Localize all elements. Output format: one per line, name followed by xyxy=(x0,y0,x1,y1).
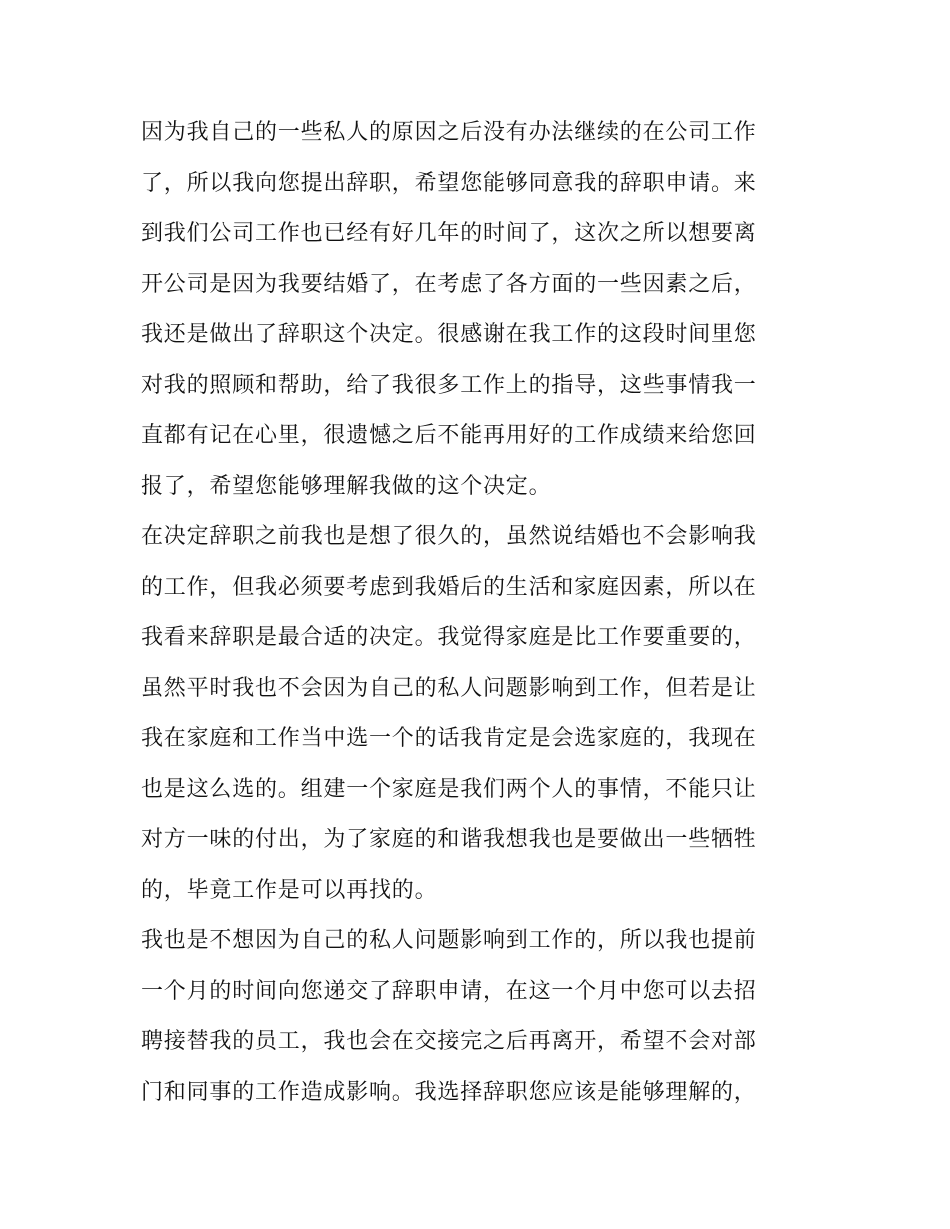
text-line: 对我的照顾和帮助，给了我很多工作上的指导，这些事情我一 xyxy=(141,372,757,398)
text-line: 也是这么选的。组建一个家庭是我们两个人的事情，不能只让 xyxy=(141,776,757,802)
text-line: 因为我自己的一些私人的原因之后没有办法继续的在公司工作 xyxy=(141,120,757,145)
text-line: 门和同事的工作造成影响。我选择辞职您应该是能够理解的， xyxy=(141,1079,757,1105)
text-line: 一个月的时间向您递交了辞职申请，在这一个月中您可以去招 xyxy=(141,978,757,1004)
paragraph-2 xyxy=(141,512,821,916)
text-line: 我看来辞职是最合适的决定。我觉得家庭是比工作要重要的， xyxy=(141,625,757,650)
paragraph-3 xyxy=(141,916,821,1118)
paragraph-1 xyxy=(141,108,821,512)
text-line: 聘接替我的员工，我也会在交接完之后再离开，希望不会对部 xyxy=(141,1029,757,1054)
document-body xyxy=(141,108,821,1118)
text-line: 开公司是因为我要结婚了，在考虑了各方面的一些因素之后， xyxy=(141,271,757,297)
text-line: 的，毕竟工作是可以再找的。 xyxy=(141,877,438,903)
text-line: 到我们公司工作也已经有好几年的时间了，这次之所以想要离 xyxy=(141,221,757,246)
text-line: 报了，希望您能够理解我做的这个决定。 xyxy=(141,473,552,499)
text-line: 我在家庭和工作当中选一个的话我肯定是会选家庭的，我现在 xyxy=(141,726,757,751)
text-line: 我也是不想因为自己的私人问题影响到工作的，所以我也提前 xyxy=(141,928,757,953)
text-line: 我还是做出了辞职这个决定。很感谢在我工作的这段时间里您 xyxy=(141,322,757,347)
text-line: 的工作，但我必须要考虑到我婚后的生活和家庭因素，所以在 xyxy=(141,574,757,600)
text-line: 虽然平时我也不会因为自己的私人问题影响到工作，但若是让 xyxy=(141,675,757,701)
text-line: 对方一味的付出，为了家庭的和谐我想我也是要做出一些牺牲 xyxy=(141,827,757,852)
text-line: 直都有记在心里，很遗憾之后不能再用好的工作成绩来给您回 xyxy=(141,423,757,448)
text-line: 了，所以我向您提出辞职，希望您能够同意我的辞职申请。来 xyxy=(141,170,757,196)
text-line: 在决定辞职之前我也是想了很久的，虽然说结婚也不会影响我 xyxy=(141,524,757,549)
